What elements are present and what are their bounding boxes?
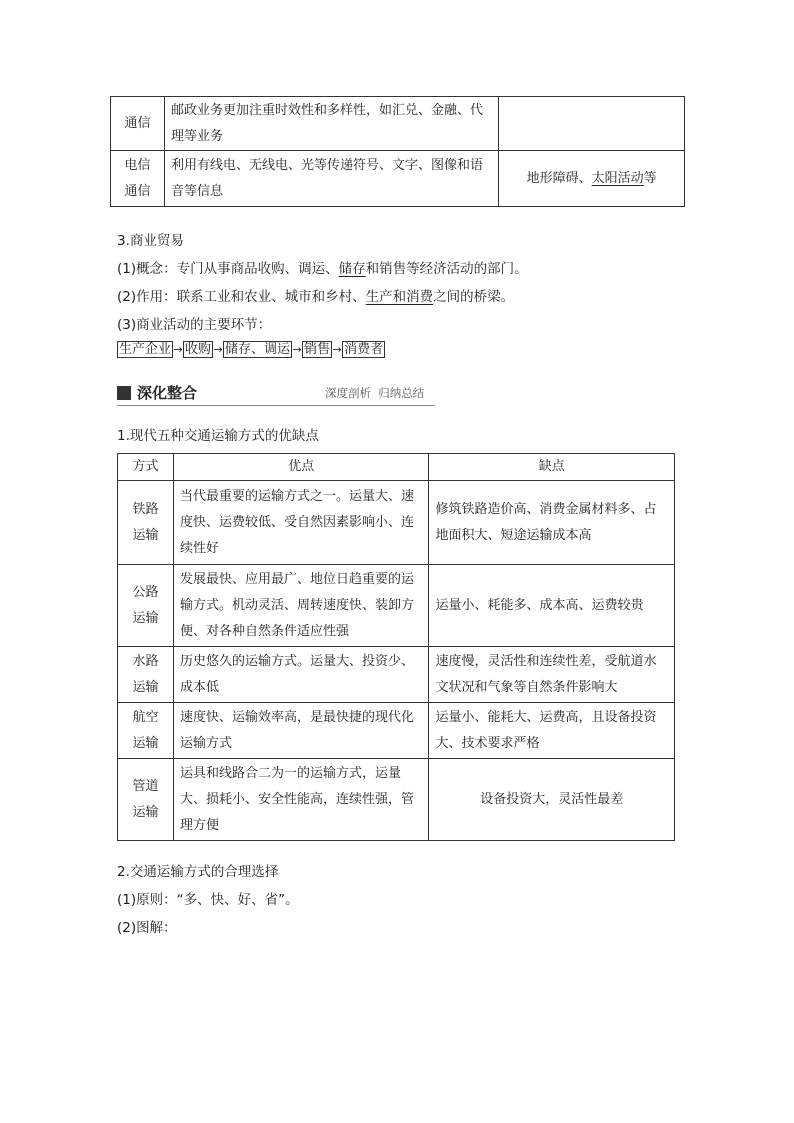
limit-cell bbox=[499, 97, 685, 151]
communication-table bbox=[110, 96, 685, 207]
table-row bbox=[118, 481, 675, 565]
pros-cell: 历史悠久的运输方式。运量大、投资少、成本低 bbox=[173, 647, 429, 703]
mode-cell: 管道运输 bbox=[118, 759, 174, 841]
type-cell: 电信通信 bbox=[111, 151, 165, 207]
table-row bbox=[118, 647, 675, 703]
cons-cell: 速度慢，灵活性和连续性差，受航道水文状况和气象等自然条件影响大 bbox=[429, 647, 675, 703]
pros-cell: 当代最重要的运输方式之一。运量大、速度快、运费较低、受自然因素影响小、连续性好 bbox=[173, 481, 429, 565]
arrow-right-icon: → bbox=[292, 343, 302, 356]
section-underline bbox=[117, 405, 435, 406]
cons-cell: 修筑铁路造价高、消费金属材料多、占地面积大、短途运输成本高 bbox=[429, 481, 675, 565]
section-square-icon bbox=[117, 386, 131, 400]
type-cell: 通信 bbox=[111, 97, 165, 151]
arrow-right-icon: → bbox=[332, 343, 342, 356]
pros-cell: 运具和线路合二为一的运输方式，运量大、损耗小、安全性能高，连续性强，管理方便 bbox=[173, 759, 429, 841]
table-row bbox=[118, 703, 675, 759]
cons-cell: 设备投资大，灵活性最差 bbox=[429, 759, 675, 841]
choice-diagram-label: (2)图解： bbox=[117, 920, 177, 936]
mode-cell: 铁路运输 bbox=[118, 481, 174, 565]
flow-step: 销售 bbox=[304, 342, 331, 357]
header-cell: 缺点 bbox=[429, 454, 675, 481]
mode-cell: 公路运输 bbox=[118, 565, 174, 647]
pros-cell: 发展最快、应用最广、地位日趋重要的运输方式。机动灵活、周转速度快、装卸方便、对各种自然条件适应性强 bbox=[173, 565, 429, 647]
commerce-flow bbox=[117, 341, 385, 358]
table-header-row bbox=[118, 454, 675, 481]
section-header bbox=[117, 382, 435, 404]
commerce-steps-title: (3)商业活动的主要环节： bbox=[117, 317, 272, 333]
table-row bbox=[118, 759, 675, 841]
pros-cell: 速度快、运输效率高，是最快捷的现代化运输方式 bbox=[173, 703, 429, 759]
header-cell: 方式 bbox=[118, 454, 174, 481]
header-cell: 优点 bbox=[173, 454, 429, 481]
choice-title: 2.交通运输方式的合理选择 bbox=[117, 864, 279, 880]
flow-step: 储存、调运 bbox=[225, 342, 291, 357]
desc-cell: 利用有线电、无线电、光等传递符号、文字、图像和语音等信息 bbox=[164, 151, 498, 207]
mode-cell: 航空运输 bbox=[118, 703, 174, 759]
limit-cell: 地形障碍、太阳活动等 bbox=[499, 151, 685, 207]
cons-cell: 运量小、耗能多、成本高、运费较贵 bbox=[429, 565, 675, 647]
table-row bbox=[111, 97, 685, 151]
mode-cell: 水路运输 bbox=[118, 647, 174, 703]
table-row bbox=[118, 565, 675, 647]
desc-cell: 邮政业务更加注重时效性和多样性，如汇兑、金融、代理等业务 bbox=[164, 97, 498, 151]
flow-step: 生产企业 bbox=[119, 342, 172, 357]
section-title: 深化整合 bbox=[137, 384, 198, 402]
commerce-role: (2)作用：联系工业和农业、城市和乡村、生产和消费之间的桥梁。 bbox=[117, 289, 515, 305]
transport-table bbox=[117, 453, 675, 841]
cons-cell: 运量小、能耗大、运费高，且设备投资大、技术要求严格 bbox=[429, 703, 675, 759]
arrow-right-icon: → bbox=[173, 343, 183, 356]
table-row bbox=[111, 151, 685, 207]
flow-step: 消费者 bbox=[344, 342, 384, 357]
flow-step: 收购 bbox=[185, 342, 212, 357]
section-subtitle: 深度剖析 归纳总结 bbox=[325, 386, 425, 400]
commerce-concept: (1)概念：专门从事商品收购、调运、储存和销售等经济活动的部门。 bbox=[117, 261, 528, 277]
choice-principle: (1)原则：“多、快、好、省”。 bbox=[117, 892, 299, 908]
transport-title: 1.现代五种交通运输方式的优缺点 bbox=[117, 428, 319, 444]
commerce-heading: 3.商业贸易 bbox=[117, 233, 184, 249]
arrow-right-icon: → bbox=[213, 343, 223, 356]
